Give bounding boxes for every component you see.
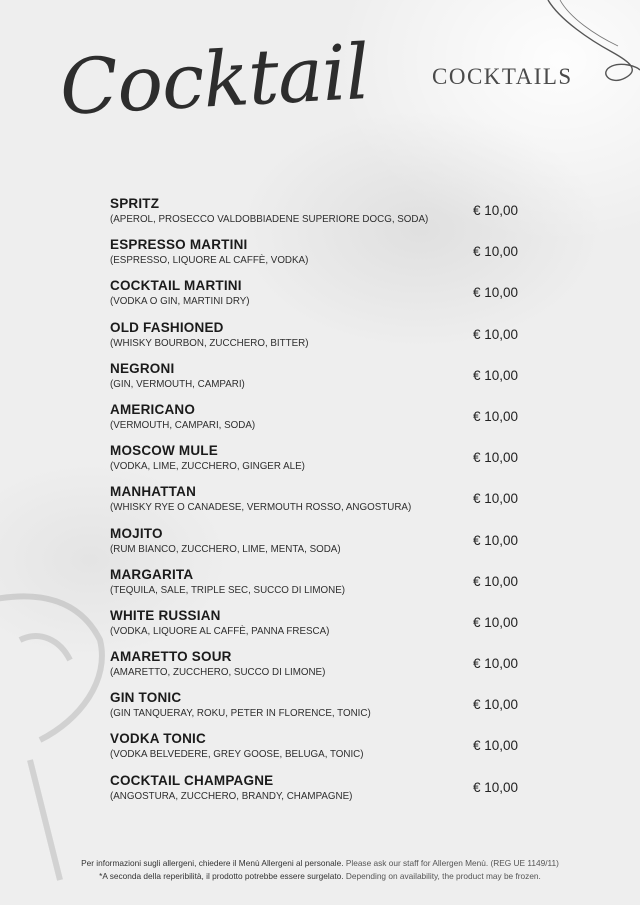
menu-item xyxy=(110,772,530,813)
menu-item xyxy=(110,401,530,442)
item-price: € 10,00 xyxy=(473,408,519,424)
item-price: € 10,00 xyxy=(473,203,519,218)
item-price: € 10,00 xyxy=(473,326,519,342)
item-name: MOJITO xyxy=(110,525,163,541)
item-description: (WHISKY BOURBON, ZUCCHERO, BITTER) xyxy=(110,337,309,349)
item-description: (GIN TANQUERAY, ROKU, PETER IN FLORENCE, TONIC) xyxy=(110,708,371,720)
item-name: MARGARITA xyxy=(110,566,194,582)
item-description: (ANGOSTURA, ZUCCHERO, BRANDY, CHAMPAGNE) xyxy=(110,790,353,802)
item-name: MANHATTAN xyxy=(110,484,197,500)
menu-item xyxy=(110,689,530,730)
item-price: € 10,00 xyxy=(473,491,519,507)
item-name: OLD FASHIONED xyxy=(110,319,224,335)
item-description: (TEQUILA, SALE, TRIPLE SEC, SUCCO DI LIMONE) xyxy=(110,584,345,596)
item-name: COCKTAIL MARTINI xyxy=(110,278,242,294)
menu-item xyxy=(110,360,530,401)
item-description: (RUM BIANCO, ZUCCHERO, LIME, MENTA, SODA) xyxy=(110,543,341,555)
item-price: € 10,00 xyxy=(473,656,519,672)
allergen-note-en: Please ask our staff for Allergen Menù. (REG UE 1149/11) xyxy=(345,858,559,868)
item-description: (VODKA, LIQUORE AL CAFFÈ, PANNA FRESCA) xyxy=(110,625,330,637)
item-name: GIN TONIC xyxy=(110,690,182,706)
item-price: € 10,00 xyxy=(473,285,519,301)
item-price: € 10,00 xyxy=(473,367,519,383)
item-price: € 10,00 xyxy=(473,738,519,754)
item-price: € 10,00 xyxy=(473,614,519,630)
item-description: (VODKA O GIN, MARTINI DRY) xyxy=(110,296,250,308)
item-name: MOSCOW MULE xyxy=(110,443,218,459)
footer-notes xyxy=(0,857,640,883)
menu-item xyxy=(110,319,530,360)
item-price: € 10,00 xyxy=(473,779,519,795)
item-description: (AMARETTO, ZUCCHERO, SUCCO DI LIMONE) xyxy=(110,667,326,679)
item-description: (VODKA, LIME, ZUCCHERO, GINGER ALE) xyxy=(110,461,305,473)
menu-item xyxy=(110,730,530,771)
item-description: (VERMOUTH, CAMPARI, SODA) xyxy=(110,419,256,431)
menu-item xyxy=(110,648,530,689)
menu-item xyxy=(110,277,530,318)
item-description: (ESPRESSO, LIQUORE AL CAFFÈ, VODKA) xyxy=(110,255,309,267)
cocktail-menu-list xyxy=(110,195,530,813)
item-description: (VODKA BELVEDERE, GREY GOOSE, BELUGA, TONIC) xyxy=(110,749,364,761)
item-price: € 10,00 xyxy=(473,244,519,260)
menu-item xyxy=(110,525,530,566)
item-price: € 10,00 xyxy=(473,450,519,466)
menu-item xyxy=(110,195,530,236)
item-description: (GIN, VERMOUTH, CAMPARI) xyxy=(110,378,245,390)
item-name: WHITE RUSSIAN xyxy=(110,607,221,623)
item-name: SPRITZ xyxy=(110,196,160,211)
frozen-note xyxy=(0,870,640,883)
frozen-note-it: *A seconda della reperibilità, il prodotto potrebbe essere surgelato. xyxy=(99,871,344,881)
item-price: € 10,00 xyxy=(473,573,519,589)
menu-item xyxy=(110,566,530,607)
allergen-note xyxy=(0,857,640,870)
item-name: NEGRONI xyxy=(110,360,175,376)
item-description: (WHISKY RYE O CANADESE, VERMOUTH ROSSO, ANGOSTURA) xyxy=(110,502,412,514)
menu-item xyxy=(110,442,530,483)
item-name: AMARETTO SOUR xyxy=(110,649,232,665)
item-price: € 10,00 xyxy=(473,697,519,713)
page-heading: COCKTAILS xyxy=(432,64,573,89)
item-name: AMERICANO xyxy=(110,401,196,417)
menu-item xyxy=(110,236,530,277)
item-price: € 10,00 xyxy=(473,532,519,548)
item-name: COCKTAIL CHAMPAGNE xyxy=(110,772,274,788)
frozen-note-en: Depending on availability, the product may be frozen. xyxy=(345,871,541,881)
script-title: Cocktail xyxy=(57,26,371,132)
item-description: (APEROL, PROSECCO VALDOBBIADENE SUPERIORE DOCG, SODA) xyxy=(110,214,429,225)
item-name: ESPRESSO MARTINI xyxy=(110,237,248,253)
item-name: VODKA TONIC xyxy=(110,731,206,747)
allergen-note-it: Per informazioni sugli allergeni, chiedere il Menù Allergeni al personale. xyxy=(81,858,344,868)
menu-item xyxy=(110,483,530,524)
menu-item xyxy=(110,607,530,648)
sketched-glass-icon xyxy=(0,596,102,880)
